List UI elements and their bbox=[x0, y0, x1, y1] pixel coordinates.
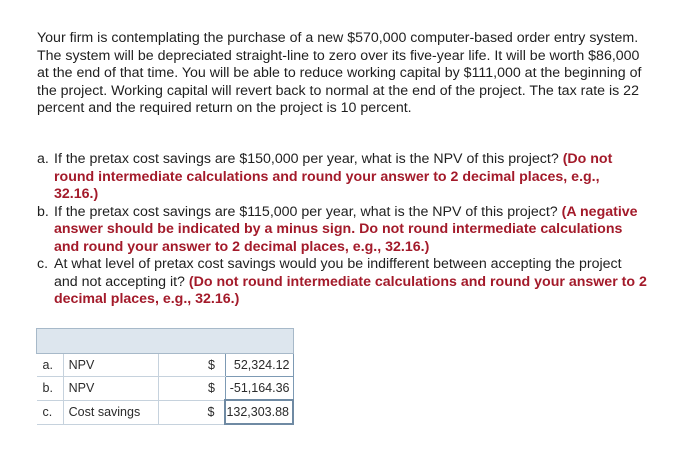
answer-row-c bbox=[37, 400, 294, 424]
answer-table bbox=[36, 328, 294, 425]
problem-statement: Your firm is contemplating the purchase of a new $570,000 computer-based order entry system. The system will be depreciated straight-line to zero over its five-year life. It will be worth $86,000 at the end of that time. You will be able to reduce working capital by $111,000 at the beginning of the project. Working capital will revert back to normal at the end of the project. The tax rate is 22 percent and the required return on the project is 10 percent. bbox=[37, 30, 642, 116]
question-instruction: (Do not round intermediate calculations and round your answer to 2 decimal places, e.g., 32.16.) bbox=[54, 273, 647, 307]
answer-table-header bbox=[37, 329, 294, 354]
answer-table-header-band bbox=[37, 329, 294, 354]
question-text: If the pretax cost savings are $150,000 per year, what is the NPV of this project? bbox=[54, 151, 559, 167]
question-instruction: (Do not round intermediate calculations and round your answer to 2 decimal places, e.g., 32.16.) bbox=[54, 151, 613, 202]
question-letter: a. bbox=[37, 151, 49, 167]
answer-label: NPV bbox=[63, 377, 158, 401]
currency-symbol: $ bbox=[158, 400, 225, 424]
question-list bbox=[37, 151, 647, 309]
question-b bbox=[37, 204, 647, 257]
question-body bbox=[54, 204, 647, 257]
answer-letter: c. bbox=[37, 400, 64, 424]
answer-letter: a. bbox=[37, 354, 64, 377]
currency-symbol: $ bbox=[158, 377, 225, 401]
question-body bbox=[54, 151, 647, 204]
question-a bbox=[37, 151, 647, 204]
question-letter: c. bbox=[37, 256, 49, 272]
answer-label: NPV bbox=[63, 354, 158, 377]
question-c bbox=[37, 256, 647, 309]
question-text: If the pretax cost savings are $115,000 per year, what is the NPV of this project? bbox=[54, 203, 558, 220]
answer-row-a bbox=[37, 354, 294, 377]
question-text: At what level of pretax cost savings would you be indifferent between accepting the project and not accepting it? bbox=[54, 256, 622, 290]
question-letter: b. bbox=[37, 203, 49, 220]
question-instruction: (A negative answer should be indicated by a minus sign. Do not round intermediate calculations and round your answer to 2 decimal places, e.g., 32.16.) bbox=[54, 203, 638, 255]
answer-letter: b. bbox=[37, 377, 64, 401]
cost-savings-input[interactable]: 132,303.88 bbox=[225, 400, 293, 424]
currency-symbol: $ bbox=[158, 354, 225, 377]
question-body bbox=[54, 256, 647, 309]
answer-label: Cost savings bbox=[63, 400, 158, 424]
answer-row-b bbox=[37, 377, 294, 401]
npv-b-input[interactable]: -51,164.36 bbox=[225, 377, 293, 401]
npv-a-input[interactable]: 52,324.12 bbox=[225, 354, 293, 377]
